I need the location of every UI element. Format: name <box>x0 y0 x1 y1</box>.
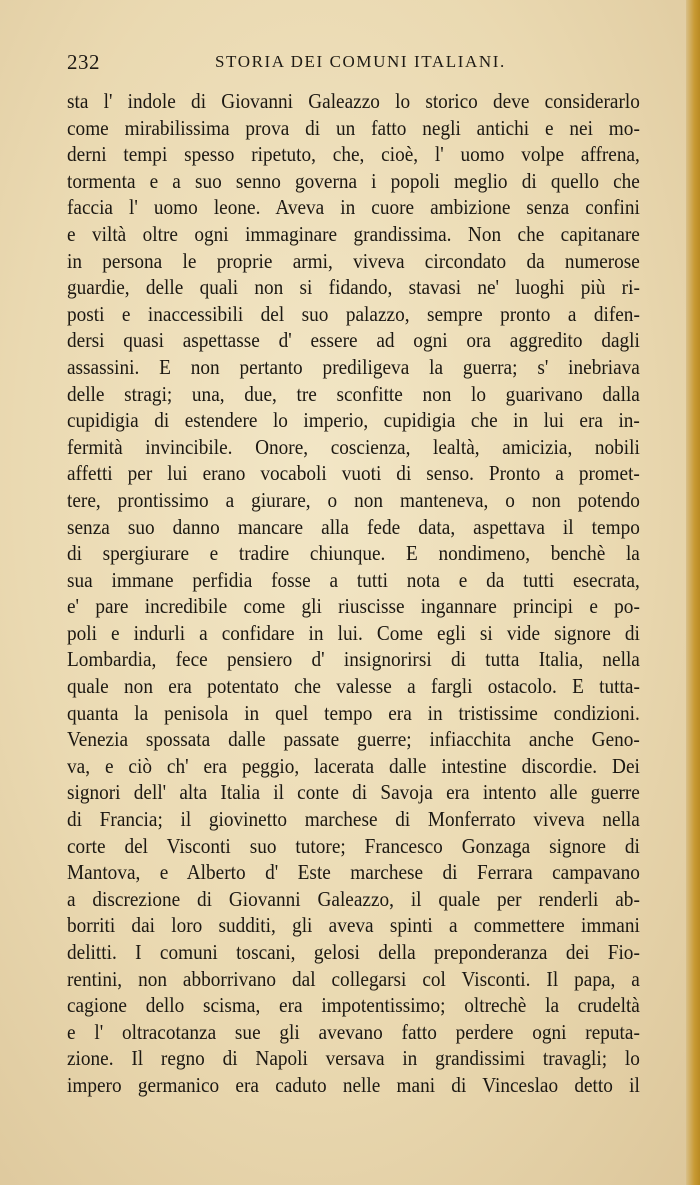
text-line: in persona le proprie armi, viveva circondato da numerose <box>67 248 640 273</box>
text-line: e l' oltracotanza sue gli avevano fatto perdere ogni reputa- <box>67 1019 640 1044</box>
text-line: borriti dai loro sudditi, gli aveva spinti a commettere immani <box>67 913 640 938</box>
text-line: derni tempi spesso ripetuto, che, cioè, l' uomo volpe affrena, <box>67 142 640 167</box>
text-line: rentini, non abborrivano dal collegarsi col Visconti. Il papa, a <box>67 966 640 991</box>
text-line: delitti. I comuni toscani, gelosi della preponderanza dei Fio- <box>67 940 640 964</box>
page-edge <box>686 0 700 1185</box>
text-line: Mantova, e Alberto d' Este marchese di Ferrara campavano <box>67 860 640 885</box>
page-header <box>67 50 640 78</box>
text-line: quale non era potentato che valesse a fargli ostacolo. E tutta- <box>67 674 640 699</box>
text-line: faccia l' uomo leone. Aveva in cuore ambizione senza confini <box>67 195 640 220</box>
text-line: cupidigia di estendere lo imperio, cupidigia che in lui era in- <box>67 408 640 433</box>
text-line: a discrezione di Giovanni Galeazzo, il quale per renderli ab- <box>67 886 640 911</box>
text-line: poli e indurli a confidare in lui. Come egli si vide signore di <box>67 620 640 645</box>
text-line: Venezia spossata dalle passate guerre; infiacchita anche Geno- <box>67 727 640 752</box>
text-line: posti e inaccessibili del suo palazzo, sempre pronto a difen- <box>67 301 640 326</box>
text-line: zione. Il regno di Napoli versava in grandissimi travagli; lo <box>67 1046 640 1071</box>
text-line: tormenta e a suo senno governa i popoli meglio di quello che <box>67 168 640 193</box>
text-line: fermità invincibile. Onore, coscienza, lealtà, amicizia, nobili <box>67 434 640 459</box>
text-line: sua immane perfidia fosse a tutti nota e da tutti esecrata, <box>67 567 640 592</box>
text-line: assassini. E non pertanto prediligeva la guerra; s' inebriava <box>67 354 640 379</box>
text-line: delle stragi; una, due, tre sconfitte non lo guarivano dalla <box>67 381 640 406</box>
page-number: 232 <box>67 50 100 74</box>
text-line: impero germanico era caduto nelle mani di Vinceslao detto il <box>67 1072 640 1097</box>
text-line: tere, prontissimo a giurare, o non manteneva, o non potendo <box>67 487 640 512</box>
text-line: signori dell' alta Italia il conte di Savoja era intento alle guerre <box>67 780 640 805</box>
text-line: Lombardia, fece pensiero d' insignorirsi di tutta Italia, nella <box>67 647 640 672</box>
running-title: STORIA DEI COMUNI ITALIANI. <box>215 52 506 71</box>
text-line: senza suo danno mancare alla fede data, aspettava il tempo <box>67 514 640 539</box>
text-line: di Francia; il giovinetto marchese di Monferrato viveva nella <box>67 807 640 832</box>
text-line: dersi quasi aspettasse d' essere ad ogni ora aggredito dagli <box>67 328 640 353</box>
text-line: di spergiurare e tradire chiunque. E nondimeno, benchè la <box>67 541 640 566</box>
text-line: sta l' indole di Giovanni Galeazzo lo storico deve considerarlo <box>67 89 640 113</box>
text-line: e viltà oltre ogni immaginare grandissima. Non che capitanare <box>67 221 640 246</box>
text-line: e' pare incredibile come gli riuscisse ingannare principi e po- <box>67 594 640 619</box>
text-line: guardie, delle quali non si fidando, stavasi ne' luoghi più ri- <box>67 275 640 300</box>
text-line: corte del Visconti suo tutore; Francesco Gonzaga signore di <box>67 833 640 858</box>
text-line: va, e ciò ch' era peggio, lacerata dalle intestine discordie. Dei <box>67 753 640 778</box>
text-line: affetti per lui erano vocaboli vuoti di senso. Pronto a promet- <box>67 461 640 486</box>
text-line: quanta la penisola in quel tempo era in tristissime condizioni. <box>67 700 640 725</box>
text-line: cagione dello scisma, era impotentissimo; oltrechè la crudeltà <box>67 993 640 1018</box>
body-text <box>67 88 640 1099</box>
text-line: come mirabilissima prova di un fatto negli antichi e nei mo- <box>67 115 640 140</box>
